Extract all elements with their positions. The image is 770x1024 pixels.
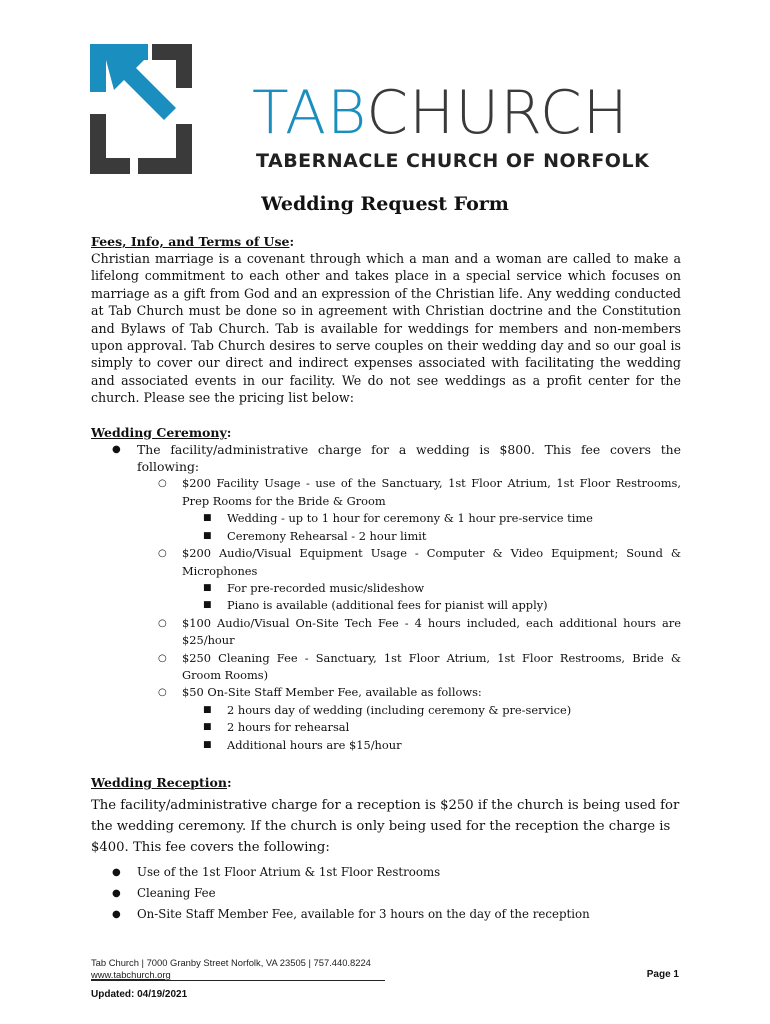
- footer: [91, 957, 371, 981]
- fees-heading-text: Fees, Info, and Terms of Use: [91, 234, 290, 249]
- list-item: ■ Ceremony Rehearsal - 2 hour limit: [182, 528, 681, 545]
- logo-bracket-bottom-right: [138, 124, 192, 174]
- list-item: [137, 545, 681, 615]
- ceremony-list: [91, 441, 681, 754]
- list-item: ■ Piano is available (additional fees for pianist will apply): [182, 597, 681, 614]
- ceremony-heading: Wedding Ceremony:: [91, 424, 232, 440]
- page-title: Wedding Request Form: [261, 193, 509, 215]
- logo-mark: [90, 44, 192, 174]
- list-item: ■ 2 hours day of wedding (including ceremony & pre-service): [182, 702, 681, 719]
- reception-heading-text: Wedding Reception: [91, 774, 227, 790]
- logo-arrow: [106, 60, 176, 120]
- logo-subtitle: TABERNACLE CHURCH OF NORFOLK: [256, 150, 650, 172]
- facility-usage-details: [182, 510, 681, 545]
- list-item: ■ Additional hours are $15/hour: [182, 737, 681, 754]
- av-tech-fee-text: $100 Audio/Visual On-Site Tech Fee - 4 hours included, each additional hours are $25/hour: [182, 615, 681, 648]
- list-item: ● On-Site Staff Member Fee, available for 3 hours on the day of the reception: [91, 904, 681, 925]
- ceremony-fee-text: The facility/administrative charge for a wedding is $800. This fee covers the following:: [137, 441, 681, 475]
- footer-url-link[interactable]: www.tabchurch.org: [91, 969, 171, 980]
- updated-date: Updated: 04/19/2021: [91, 989, 188, 1000]
- fees-paragraph: Christian marriage is a covenant through which a man and a woman are called to make a lifelong commitment to each other and takes place in a special service which focuses on marriage as a gift from God and an expression of the Christian life. Any wedding conducted at Tab Church must be done so in agreement with Christian doctrine and the Constitution and Bylaws of Tab Church. Tab is available for weddings for members and non-members upon approval. Tab Church desires to serve couples on their wedding day and so our goal is simply to cover our direct and indirect expenses associated with facilitating the wedding and associated events in our facility. We do not see weddings as a profit center for the church. Please see the pricing list below:: [91, 251, 681, 406]
- av-equipment-details: [182, 580, 681, 615]
- logo-bracket-top-right: [152, 44, 192, 88]
- document-body: [91, 234, 681, 925]
- list-item: ● Cleaning Fee: [91, 883, 681, 904]
- ceremony-heading-text: Wedding Ceremony: [91, 424, 227, 440]
- list-item: [137, 650, 681, 685]
- list-item: [137, 684, 681, 754]
- logo-wordmark-church: CHURCH: [366, 78, 629, 148]
- facility-usage-text: $200 Facility Usage - use of the Sanctuary, 1st Floor Atrium, 1st Floor Restrooms, Prep Rooms for the Bride & Groom: [182, 476, 681, 508]
- logo-wordmark: [252, 78, 629, 148]
- list-item: ■ For pre-recorded music/slideshow: [182, 580, 681, 597]
- reception-heading: Wedding Reception:: [91, 774, 232, 790]
- list-item: ● Use of the 1st Floor Atrium & 1st Floor Restrooms: [91, 862, 681, 883]
- ceremony-fee-breakdown: [137, 475, 681, 754]
- fees-heading: Fees, Info, and Terms of Use:: [91, 234, 295, 249]
- ceremony-fee-item: [91, 441, 681, 754]
- list-item: [137, 615, 681, 650]
- av-equipment-text: $200 Audio/Visual Equipment Usage - Computer & Video Equipment; Sound & Microphones: [182, 546, 681, 578]
- list-item: [137, 475, 681, 545]
- footer-divider: [91, 980, 385, 981]
- footer-address: Tab Church | 7000 Granby Street Norfolk, VA 23505 | 757.440.8224: [91, 957, 371, 968]
- list-item: ■ 2 hours for rehearsal: [182, 719, 681, 736]
- cleaning-fee-text: $250 Cleaning Fee - Sanctuary, 1st Floor Atrium, 1st Floor Restrooms, Bride & Groom Rooms): [182, 650, 681, 682]
- logo-wordmark-tab: TAB: [252, 78, 367, 148]
- staff-fee-text: $50 On-Site Staff Member Fee, available as follows:: [182, 685, 482, 700]
- list-item: ■ Wedding - up to 1 hour for ceremony & 1 hour pre-service time: [182, 510, 681, 527]
- reception-paragraph: The facility/administrative charge for a reception is $250 if the church is being used for the wedding ceremony. If the church is only being used for the reception the charge is $400. This fee covers the following:: [91, 797, 680, 855]
- page-number: Page 1: [646, 969, 679, 980]
- staff-fee-details: [182, 702, 681, 754]
- reception-list: [91, 862, 681, 925]
- logo-bracket-bottom-left: [90, 114, 130, 174]
